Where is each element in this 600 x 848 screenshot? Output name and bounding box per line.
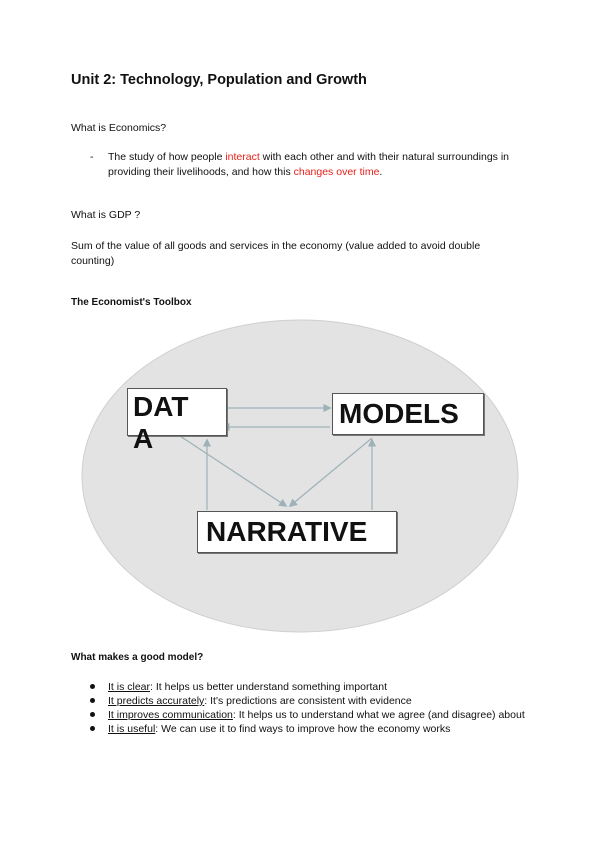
narrative-box: NARRATIVE — [197, 511, 397, 553]
page-title: Unit 2: Technology, Population and Growth — [71, 72, 367, 88]
data-box-line1: DAT — [133, 391, 189, 422]
models-box: MODELS — [332, 393, 484, 435]
highlight-changes: changes over time — [293, 166, 380, 178]
background-ellipse — [82, 320, 518, 632]
question-gdp: What is GDP ? — [71, 209, 141, 221]
data-box — [127, 388, 227, 454]
list-item: It improves communication: It helps us to understand what we agree (and disagree) about — [88, 708, 528, 722]
list-item: It is clear: It helps us better understand something important — [88, 680, 528, 694]
dash-marker: - — [90, 151, 94, 163]
toolbox-diagram — [80, 318, 520, 634]
data-box-line2: A — [133, 423, 154, 454]
section-heading-toolbox: The Economist's Toolbox — [71, 297, 192, 308]
definition-gdp: Sum of the value of all goods and services in the economy (value added to avoid double counting) — [71, 240, 481, 267]
bullet-dot — [90, 684, 95, 689]
highlight-interact: interact — [225, 151, 260, 163]
section-heading-good-model: What makes a good model? — [71, 652, 204, 663]
good-model-list — [88, 680, 528, 736]
diagram-canvas — [80, 318, 520, 634]
list-item: It is useful: We can use it to find ways to improve how the economy works — [88, 722, 528, 736]
bullet-dot — [90, 698, 95, 703]
bullet-dot — [90, 712, 95, 717]
question-economics: What is Economics? — [71, 122, 167, 134]
bullet-dot — [90, 726, 95, 731]
list-item: It predicts accurately: It's predictions are consistent with evidence — [88, 694, 528, 708]
definition-text: The study of how people interact with each other and with their natural surroundings in providing their livelihoods, and how this changes over time. — [108, 151, 509, 178]
